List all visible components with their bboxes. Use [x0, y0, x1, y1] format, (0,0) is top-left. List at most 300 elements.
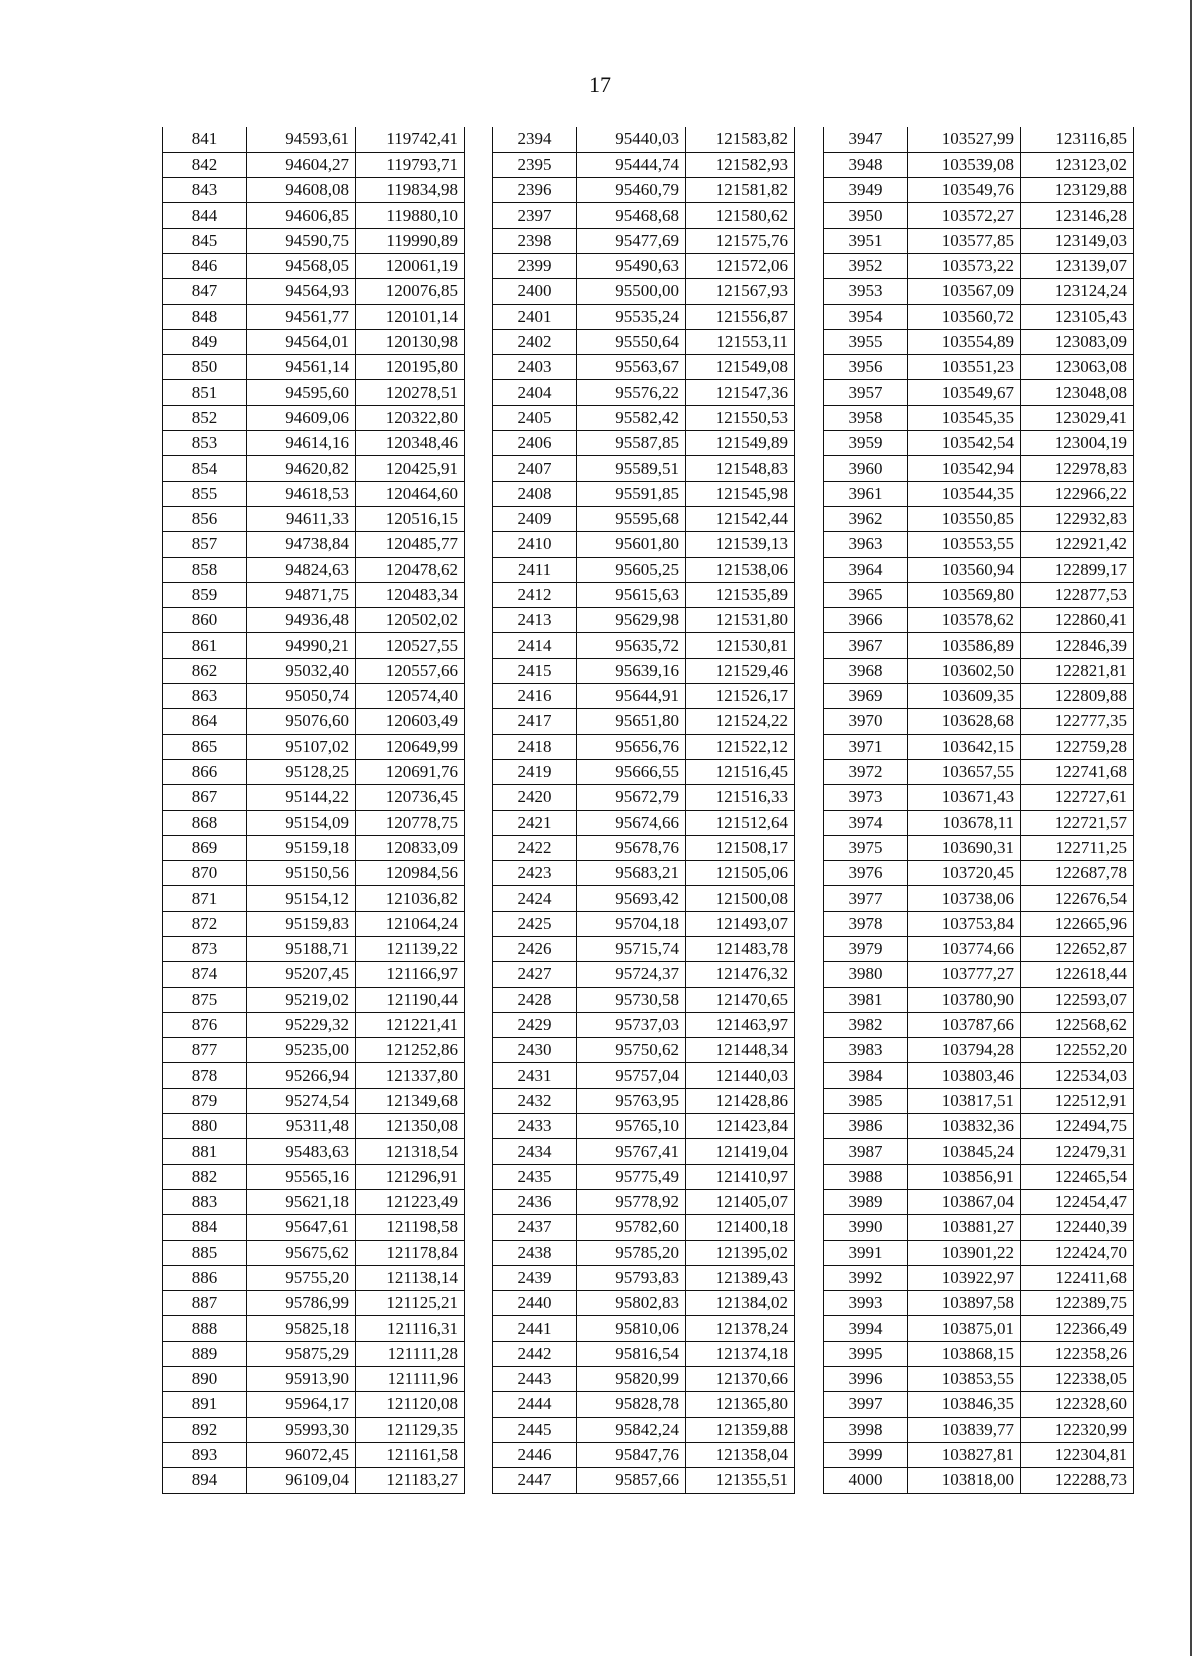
x-coordinate: 103572,27: [908, 203, 1021, 228]
x-coordinate: 95755,20: [247, 1265, 356, 1290]
x-coordinate: 95825,18: [247, 1316, 356, 1341]
table-row: [163, 279, 465, 304]
y-coordinate: 119742,41: [356, 127, 465, 152]
y-coordinate: 120195,80: [356, 355, 465, 380]
table-row: [824, 1341, 1134, 1366]
y-coordinate: 122846,39: [1021, 633, 1134, 658]
x-coordinate: 103845,24: [908, 1139, 1021, 1164]
x-coordinate: 103875,01: [908, 1316, 1021, 1341]
y-coordinate: 122741,68: [1021, 759, 1134, 784]
point-number: 2412: [493, 582, 577, 607]
y-coordinate: 120101,14: [356, 304, 465, 329]
x-coordinate: 95468,68: [577, 203, 686, 228]
point-number: 2414: [493, 633, 577, 658]
x-coordinate: 95563,67: [577, 355, 686, 380]
table-row: [163, 709, 465, 734]
y-coordinate: 123105,43: [1021, 304, 1134, 329]
y-coordinate: 122932,83: [1021, 506, 1134, 531]
table-row: [824, 431, 1134, 456]
y-coordinate: 121556,87: [686, 304, 795, 329]
x-coordinate: 95500,00: [577, 279, 686, 304]
x-coordinate: 95076,60: [247, 709, 356, 734]
y-coordinate: 122304,81: [1021, 1442, 1134, 1467]
y-coordinate: 123149,03: [1021, 228, 1134, 253]
x-coordinate: 103567,09: [908, 279, 1021, 304]
x-coordinate: 95107,02: [247, 734, 356, 759]
table-row: [824, 279, 1134, 304]
x-coordinate: 103539,08: [908, 152, 1021, 177]
y-coordinate: 121178,84: [356, 1240, 465, 1265]
table-row: [824, 608, 1134, 633]
point-number: 882: [163, 1164, 247, 1189]
table-row: [163, 127, 465, 152]
table-row: [163, 1189, 465, 1214]
x-coordinate: 103560,72: [908, 304, 1021, 329]
table-row: [163, 152, 465, 177]
table-row: [493, 329, 795, 354]
table-row: [824, 1038, 1134, 1063]
table-row: [493, 684, 795, 709]
y-coordinate: 121522,12: [686, 734, 795, 759]
point-number: 877: [163, 1038, 247, 1063]
table-row: [824, 557, 1134, 582]
table-row: [493, 178, 795, 203]
table-row: [493, 431, 795, 456]
x-coordinate: 94593,61: [247, 127, 356, 152]
point-number: 873: [163, 937, 247, 962]
point-number: 3980: [824, 962, 908, 987]
x-coordinate: 103577,85: [908, 228, 1021, 253]
y-coordinate: 119880,10: [356, 203, 465, 228]
table-row: [163, 329, 465, 354]
x-coordinate: 103550,85: [908, 506, 1021, 531]
table-row: [163, 987, 465, 1012]
point-number: 2425: [493, 911, 577, 936]
x-coordinate: 95490,63: [577, 253, 686, 278]
point-number: 2413: [493, 608, 577, 633]
y-coordinate: 121183,27: [356, 1468, 465, 1493]
x-coordinate: 94564,93: [247, 279, 356, 304]
table-row: [493, 557, 795, 582]
point-number: 3996: [824, 1367, 908, 1392]
point-number: 2428: [493, 987, 577, 1012]
table-row: [163, 1291, 465, 1316]
x-coordinate: 95820,99: [577, 1367, 686, 1392]
table-row: [163, 380, 465, 405]
table-row: [493, 608, 795, 633]
table-row: [493, 1114, 795, 1139]
point-number: 3961: [824, 481, 908, 506]
point-number: 2402: [493, 329, 577, 354]
point-number: 862: [163, 658, 247, 683]
table-row: [493, 734, 795, 759]
x-coordinate: 95765,10: [577, 1114, 686, 1139]
y-coordinate: 121359,88: [686, 1417, 795, 1442]
y-coordinate: 121548,83: [686, 456, 795, 481]
y-coordinate: 122465,54: [1021, 1164, 1134, 1189]
y-coordinate: 121567,93: [686, 279, 795, 304]
x-coordinate: 95460,79: [577, 178, 686, 203]
table-row: [163, 937, 465, 962]
point-number: 3986: [824, 1114, 908, 1139]
point-number: 3994: [824, 1316, 908, 1341]
table-row: [824, 987, 1134, 1012]
point-number: 866: [163, 759, 247, 784]
point-number: 847: [163, 279, 247, 304]
point-number: 3973: [824, 785, 908, 810]
point-number: 2396: [493, 178, 577, 203]
table-row: [493, 152, 795, 177]
table-row: [163, 1265, 465, 1290]
x-coordinate: 103602,50: [908, 658, 1021, 683]
y-coordinate: 122494,75: [1021, 1114, 1134, 1139]
x-coordinate: 103720,45: [908, 861, 1021, 886]
x-coordinate: 95159,18: [247, 835, 356, 860]
x-coordinate: 94738,84: [247, 532, 356, 557]
point-number: 869: [163, 835, 247, 860]
table-row: [493, 532, 795, 557]
point-number: 2445: [493, 1417, 577, 1442]
y-coordinate: 121549,08: [686, 355, 795, 380]
table-row: [493, 1012, 795, 1037]
table-row: [493, 1088, 795, 1113]
point-number: 849: [163, 329, 247, 354]
point-number: 863: [163, 684, 247, 709]
page-number: 17: [589, 72, 611, 97]
x-coordinate: 95601,80: [577, 532, 686, 557]
y-coordinate: 122366,49: [1021, 1316, 1134, 1341]
table-row: [493, 861, 795, 886]
x-coordinate: 95440,03: [577, 127, 686, 152]
y-coordinate: 121395,02: [686, 1240, 795, 1265]
x-coordinate: 103832,36: [908, 1114, 1021, 1139]
table-row: [824, 253, 1134, 278]
point-number: 853: [163, 431, 247, 456]
x-coordinate: 95724,37: [577, 962, 686, 987]
y-coordinate: 121221,41: [356, 1012, 465, 1037]
table-row: [163, 557, 465, 582]
y-coordinate: 121223,49: [356, 1189, 465, 1214]
y-coordinate: 123004,19: [1021, 431, 1134, 456]
x-coordinate: 95219,02: [247, 987, 356, 1012]
table-row: [163, 532, 465, 557]
table-row: [163, 1468, 465, 1493]
point-number: 2429: [493, 1012, 577, 1037]
y-coordinate: 121545,98: [686, 481, 795, 506]
point-number: 2411: [493, 557, 577, 582]
y-coordinate: 121516,33: [686, 785, 795, 810]
point-number: 850: [163, 355, 247, 380]
point-number: 3998: [824, 1417, 908, 1442]
point-number: 892: [163, 1417, 247, 1442]
x-coordinate: 95621,18: [247, 1189, 356, 1214]
y-coordinate: 121463,97: [686, 1012, 795, 1037]
y-coordinate: 120603,49: [356, 709, 465, 734]
point-number: 3993: [824, 1291, 908, 1316]
point-number: 3949: [824, 178, 908, 203]
point-number: 2397: [493, 203, 577, 228]
point-number: 890: [163, 1367, 247, 1392]
point-number: 4000: [824, 1468, 908, 1493]
table-row: [163, 658, 465, 683]
table-row: [163, 911, 465, 936]
y-coordinate: 120478,62: [356, 557, 465, 582]
y-coordinate: 120557,66: [356, 658, 465, 683]
table-row: [824, 962, 1134, 987]
y-coordinate: 121337,80: [356, 1063, 465, 1088]
table-row: [163, 962, 465, 987]
x-coordinate: 95582,42: [577, 405, 686, 430]
x-coordinate: 103868,15: [908, 1341, 1021, 1366]
point-number: 859: [163, 582, 247, 607]
point-number: 848: [163, 304, 247, 329]
x-coordinate: 95644,91: [577, 684, 686, 709]
point-number: 3992: [824, 1265, 908, 1290]
table-row: [163, 633, 465, 658]
point-number: 860: [163, 608, 247, 633]
point-number: 3988: [824, 1164, 908, 1189]
x-coordinate: 103586,89: [908, 633, 1021, 658]
point-number: 3962: [824, 506, 908, 531]
table-row: [163, 1392, 465, 1417]
y-coordinate: 120649,99: [356, 734, 465, 759]
y-coordinate: 122454,47: [1021, 1189, 1134, 1214]
point-number: 878: [163, 1063, 247, 1088]
table-row: [163, 582, 465, 607]
y-coordinate: 122512,91: [1021, 1088, 1134, 1113]
point-number: 887: [163, 1291, 247, 1316]
y-coordinate: 122711,25: [1021, 835, 1134, 860]
table-row: [163, 228, 465, 253]
table-row: [163, 1114, 465, 1139]
table-row: [493, 709, 795, 734]
table-row: [493, 658, 795, 683]
point-number: 3975: [824, 835, 908, 860]
table-row: [493, 1468, 795, 1493]
table-row: [824, 506, 1134, 531]
table-row: [163, 506, 465, 531]
table-row: [493, 1442, 795, 1467]
table-row: [824, 178, 1134, 203]
y-coordinate: 121440,03: [686, 1063, 795, 1088]
x-coordinate: 103787,66: [908, 1012, 1021, 1037]
point-number: 2443: [493, 1367, 577, 1392]
point-number: 851: [163, 380, 247, 405]
point-number: 3981: [824, 987, 908, 1012]
table-row: [824, 759, 1134, 784]
x-coordinate: 95032,40: [247, 658, 356, 683]
y-coordinate: 120691,76: [356, 759, 465, 784]
x-coordinate: 95782,60: [577, 1215, 686, 1240]
table-row: [824, 481, 1134, 506]
table-row: [493, 405, 795, 430]
point-number: 879: [163, 1088, 247, 1113]
x-coordinate: 103817,51: [908, 1088, 1021, 1113]
point-number: 2447: [493, 1468, 577, 1493]
point-number: 3987: [824, 1139, 908, 1164]
y-coordinate: 122652,87: [1021, 937, 1134, 962]
table-row: [824, 1265, 1134, 1290]
table-row: [824, 1063, 1134, 1088]
x-coordinate: 95144,22: [247, 785, 356, 810]
table-row: [163, 1442, 465, 1467]
y-coordinate: 122809,88: [1021, 684, 1134, 709]
x-coordinate: 95757,04: [577, 1063, 686, 1088]
x-coordinate: 94604,27: [247, 152, 356, 177]
x-coordinate: 95802,83: [577, 1291, 686, 1316]
x-coordinate: 95591,85: [577, 481, 686, 506]
point-number: 894: [163, 1468, 247, 1493]
table-row: [493, 1265, 795, 1290]
y-coordinate: 122338,05: [1021, 1367, 1134, 1392]
table-row: [824, 684, 1134, 709]
x-coordinate: 95595,68: [577, 506, 686, 531]
point-number: 3970: [824, 709, 908, 734]
x-coordinate: 95715,74: [577, 937, 686, 962]
y-coordinate: 123124,24: [1021, 279, 1134, 304]
table-row: [824, 127, 1134, 152]
x-coordinate: 103542,54: [908, 431, 1021, 456]
y-coordinate: 121064,24: [356, 911, 465, 936]
y-coordinate: 120278,51: [356, 380, 465, 405]
table-row: [824, 1417, 1134, 1442]
x-coordinate: 95678,76: [577, 835, 686, 860]
x-coordinate: 95656,76: [577, 734, 686, 759]
x-coordinate: 95477,69: [577, 228, 686, 253]
y-coordinate: 121526,17: [686, 684, 795, 709]
y-coordinate: 123048,08: [1021, 380, 1134, 405]
x-coordinate: 95913,90: [247, 1367, 356, 1392]
x-coordinate: 94608,08: [247, 178, 356, 203]
y-coordinate: 123116,85: [1021, 127, 1134, 152]
point-number: 874: [163, 962, 247, 987]
y-coordinate: 122676,54: [1021, 886, 1134, 911]
x-coordinate: 103657,55: [908, 759, 1021, 784]
y-coordinate: 122921,42: [1021, 532, 1134, 557]
y-coordinate: 121493,07: [686, 911, 795, 936]
table-row: [824, 582, 1134, 607]
x-coordinate: 103671,43: [908, 785, 1021, 810]
point-number: 842: [163, 152, 247, 177]
table-row: [493, 1367, 795, 1392]
table-row: [163, 734, 465, 759]
y-coordinate: 120076,85: [356, 279, 465, 304]
table-row: [163, 835, 465, 860]
point-number: 858: [163, 557, 247, 582]
point-number: 2419: [493, 759, 577, 784]
point-number: 3955: [824, 329, 908, 354]
point-number: 871: [163, 886, 247, 911]
y-coordinate: 121575,76: [686, 228, 795, 253]
point-number: 861: [163, 633, 247, 658]
y-coordinate: 122966,22: [1021, 481, 1134, 506]
table-row: [493, 1291, 795, 1316]
point-number: 881: [163, 1139, 247, 1164]
table-row: [824, 405, 1134, 430]
x-coordinate: 94609,06: [247, 405, 356, 430]
x-coordinate: 95816,54: [577, 1341, 686, 1366]
point-number: 844: [163, 203, 247, 228]
x-coordinate: 95587,85: [577, 431, 686, 456]
point-number: 885: [163, 1240, 247, 1265]
y-coordinate: 121125,21: [356, 1291, 465, 1316]
table-row: [824, 658, 1134, 683]
y-coordinate: 119834,98: [356, 178, 465, 203]
y-coordinate: 121483,78: [686, 937, 795, 962]
table-row: [824, 633, 1134, 658]
y-coordinate: 121116,31: [356, 1316, 465, 1341]
y-coordinate: 122978,83: [1021, 456, 1134, 481]
point-number: 3959: [824, 431, 908, 456]
x-coordinate: 95763,95: [577, 1088, 686, 1113]
point-number: 2398: [493, 228, 577, 253]
point-number: 2431: [493, 1063, 577, 1088]
x-coordinate: 95828,78: [577, 1392, 686, 1417]
y-coordinate: 122389,75: [1021, 1291, 1134, 1316]
x-coordinate: 95775,49: [577, 1164, 686, 1189]
x-coordinate: 103690,31: [908, 835, 1021, 860]
x-coordinate: 95128,25: [247, 759, 356, 784]
x-coordinate: 94606,85: [247, 203, 356, 228]
point-number: 3974: [824, 810, 908, 835]
x-coordinate: 95704,18: [577, 911, 686, 936]
table-row: [163, 481, 465, 506]
table-row: [493, 937, 795, 962]
table-row: [493, 1240, 795, 1265]
point-number: 870: [163, 861, 247, 886]
table-row: [493, 1139, 795, 1164]
x-coordinate: 95693,42: [577, 886, 686, 911]
y-coordinate: 123146,28: [1021, 203, 1134, 228]
table-row: [824, 810, 1134, 835]
x-coordinate: 95842,24: [577, 1417, 686, 1442]
x-coordinate: 103678,11: [908, 810, 1021, 835]
x-coordinate: 94614,16: [247, 431, 356, 456]
x-coordinate: 95565,16: [247, 1164, 356, 1189]
y-coordinate: 121111,28: [356, 1341, 465, 1366]
x-coordinate: 103922,97: [908, 1265, 1021, 1290]
point-number: 2436: [493, 1189, 577, 1214]
x-coordinate: 94936,48: [247, 608, 356, 633]
point-number: 3956: [824, 355, 908, 380]
table-row: [163, 886, 465, 911]
table-row: [824, 1291, 1134, 1316]
table-row: [163, 178, 465, 203]
point-number: 888: [163, 1316, 247, 1341]
point-number: 2420: [493, 785, 577, 810]
y-coordinate: 121355,51: [686, 1468, 795, 1493]
point-number: 872: [163, 911, 247, 936]
table-row: [493, 987, 795, 1012]
x-coordinate: 95274,54: [247, 1088, 356, 1113]
x-coordinate: 95266,94: [247, 1063, 356, 1088]
point-number: 2442: [493, 1341, 577, 1366]
table-row: [163, 304, 465, 329]
table-row: [824, 785, 1134, 810]
x-coordinate: 95786,99: [247, 1291, 356, 1316]
x-coordinate: 94618,53: [247, 481, 356, 506]
point-number: 868: [163, 810, 247, 835]
point-number: 2407: [493, 456, 577, 481]
y-coordinate: 123083,09: [1021, 329, 1134, 354]
table-row: [824, 355, 1134, 380]
table-row: [493, 582, 795, 607]
y-coordinate: 121139,22: [356, 937, 465, 962]
table-row: [824, 1392, 1134, 1417]
x-coordinate: 95666,55: [577, 759, 686, 784]
table-row: [163, 1164, 465, 1189]
table-row: [163, 608, 465, 633]
